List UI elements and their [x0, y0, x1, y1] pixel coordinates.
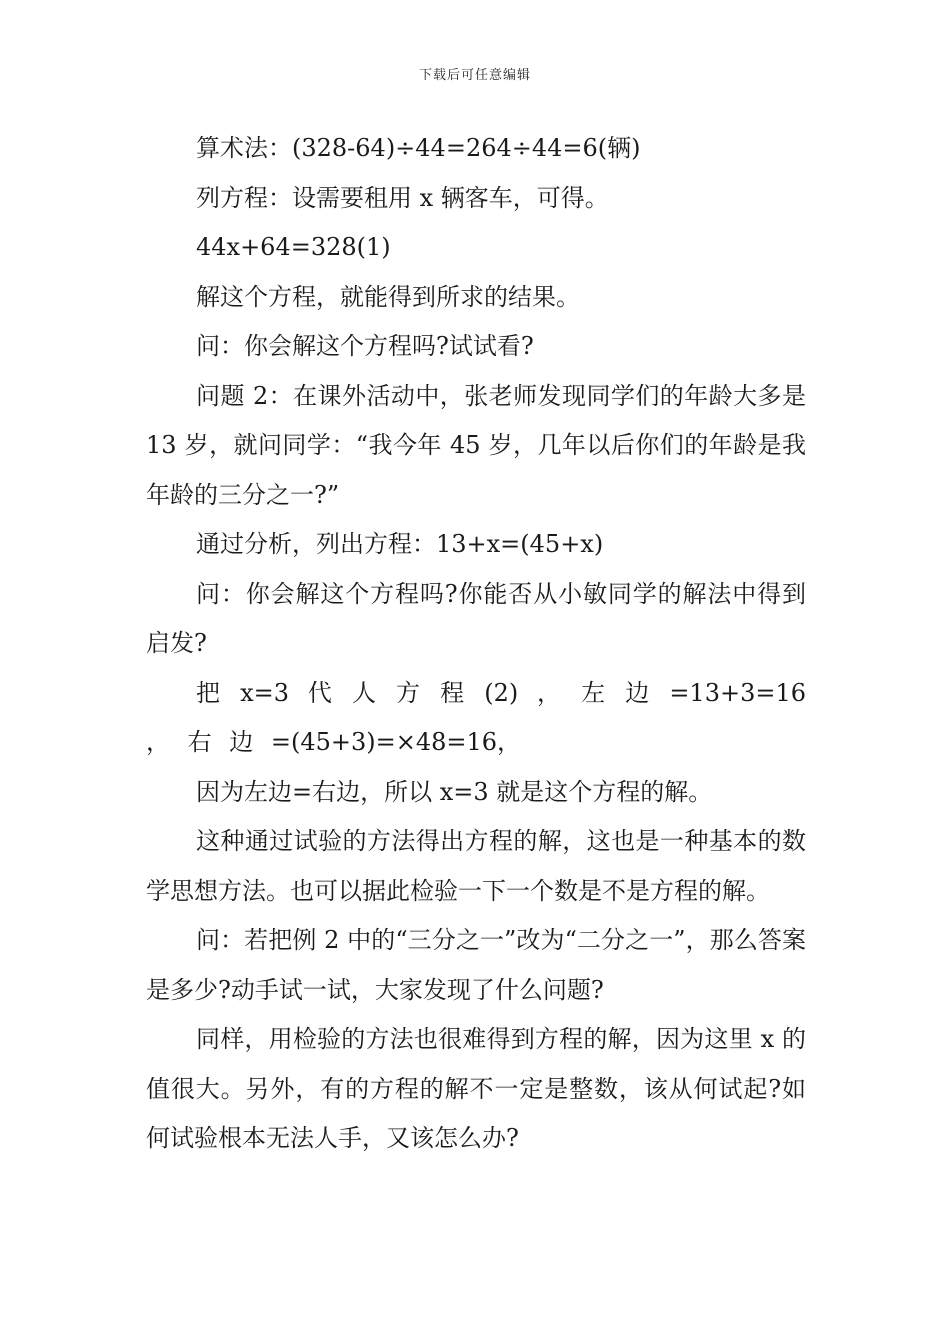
paragraph-question-try: 问：你会解这个方程吗?试试看? [196, 332, 534, 360]
paragraph-setup-equation: 列方程：设需要租用 x 辆客车，可得。 [196, 183, 609, 212]
paragraph-solve-result: 解这个方程，就能得到所求的结果。 [196, 282, 580, 311]
paragraph-conclusion: 因为左边=右边，所以 x=3 就是这个方程的解。 [196, 777, 713, 806]
paragraph-problem-2: 问题 2：在课外活动中，张老师发现同学们的年龄大多是 13 岁，就问同学：“我今年 45 岁，几年以后你们的年龄是我年龄的三分之一?” [146, 381, 806, 509]
paragraph-question-change: 问：若把例 2 中的“三分之一”改为“二分之一”，那么答案是多少?动手试一试，大家发现了什么问题? [146, 926, 806, 1004]
page-header: 下载后可任意编辑 [418, 68, 531, 83]
paragraph-question-inspiration: 问：你会解这个方程吗?你能否从小敏同学的解法中得到启发? [146, 579, 806, 657]
document-body [146, 124, 806, 1164]
paragraph-equation-1: 44x+64=328(1) [196, 233, 391, 261]
paragraph-limitation: 同样，用检验的方法也很难得到方程的解，因为这里 x 的值很大。另外，有的方程的解不一定是整数，该从何试起?如何试验根本无法人手，又该怎么办? [146, 1025, 806, 1152]
paragraph-arithmetic-method: 算术法：(328-64)÷44=264÷44=6(辆) [196, 134, 641, 162]
paragraph-method-note: 这种通过试验的方法得出方程的解，这也是一种基本的数学思想方法。也可以据此检验一下一个数是不是方程的解。 [146, 827, 806, 905]
paragraph-analysis-equation: 通过分析，列出方程：13+x=(45+x) [196, 530, 604, 558]
paragraph-substitution: 把 x=3 代 人 方 程 (2) ， 左 边 =13+3=16 ， 右 边 =(45+3)=×48=16， [146, 678, 806, 756]
